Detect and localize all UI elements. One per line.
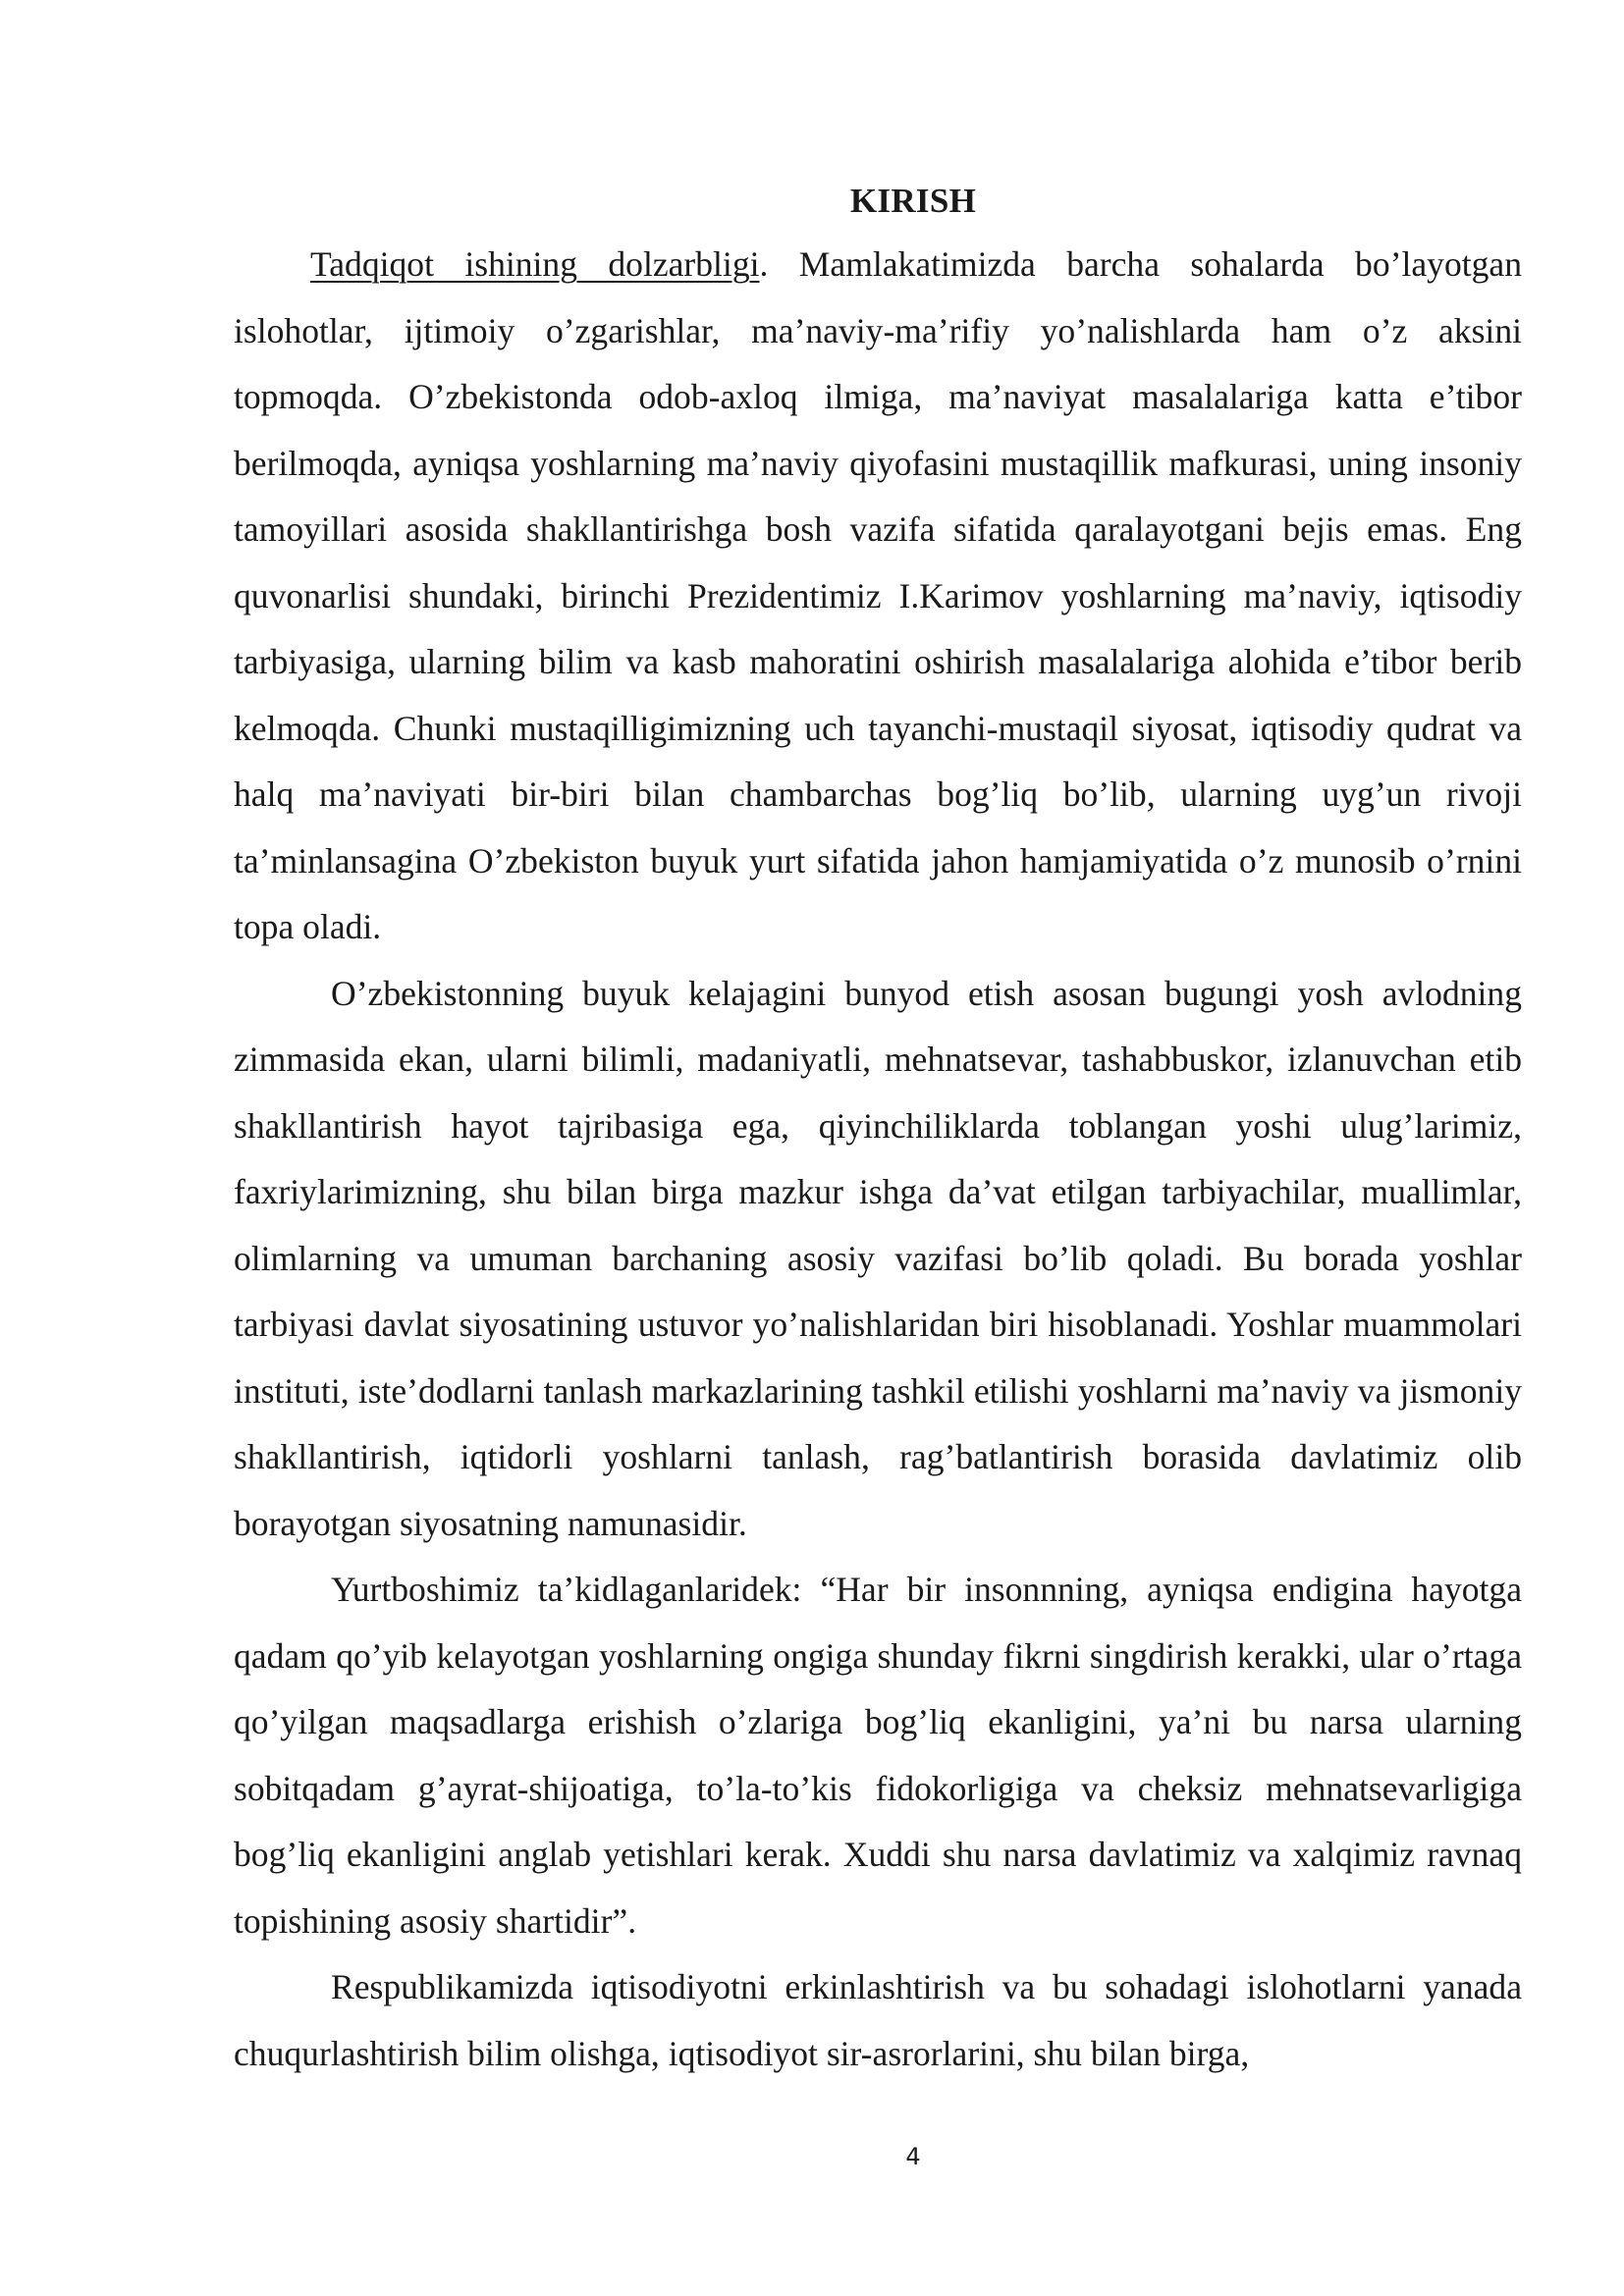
underlined-heading: Tadqiqot ishining dolzarbligi (310, 244, 760, 284)
paragraph-relevance (234, 232, 1522, 961)
paragraph-economy: Respublikamizda iqtisodiyotni erkinlashtirish va bu sohadagi islohotlarni yanada chuqurlashtirish bilim olishga, iqtisodiyot sir-asrorlarini, shu bilan birga, (234, 1967, 1522, 2073)
page-number: 4 (905, 2143, 921, 2170)
section-title: KIRISH (849, 182, 977, 221)
paragraph-future-generation: O’zbekistonning buyuk kelajagini bunyod etish asosan bugungi yosh avlodning zimmasida ekan, ularni bilimli, madaniyatli, mehnatsevar, tashabbuskor, izlanuvchan etib shakllantirish hayot tajribasiga ega, qiyinchiliklarda toblangan yoshi ulug’larimiz, faxriylarimizning, shu bilan birga mazkur ishga da’vat etilgan tarbiyachilar, muallimlar, olimlarning va umuman barchaning asosiy vazifasi bo’lib qoladi. Bu borada yoshlar tarbiyasi davlat siyosatining ustuvor yo’nalishlaridan biri hisoblanadi. Yoshlar muammolari instituti, iste’dodlarni tanlash markazlarining tashkil etilishi yoshlarni ma’naviy va jismoniy shakllantirish, iqtidorli yoshlarni tanlash, rag’batlantirish borasida davlatimiz olib borayotgan siyosatning namunasidir. (234, 973, 1522, 1543)
paragraph-quote: Yurtboshimiz ta’kidlaganlaridek: “Har bir insonnning, ayniqsa endigina hayotga qadam qo’yib kelayotgan yoshlarning ongiga shunday fikrni singdirish kerakki, ular o’rtaga qo’yilgan maqsadlarga erishish o’zlariga bog’liq ekanligini, ya’ni bu narsa ularning sobitqadam g’ayrat-shijoatiga, to’la-to’kis fidokorligiga va cheksiz mehnatsevarligiga bog’liq ekanligini anglab yetishlari kerak. Xuddi shu narsa davlatimiz va xalqimiz ravnaq topishining asosiy shartidir”. (234, 1570, 1522, 1941)
paragraph-text: . Mamlakatimizda barcha sohalarda bo’layotgan islohotlar, ijtimoiy o’zgarishlar, ma’naviy-ma’rifiy yo’nalishlarda ham o’z aksini topmoqda. O’zbekistonda odob-axloq ilmiga, ma’naviyat masalalariga katta e’tibor berilmoqda, ayniqsa yoshlarning ma’naviy qiyofasini mustaqillik mafkurasi, uning insoniy tamoyillari asosida shakllantirishga bosh vazifa sifatida qaralayotgani bejis emas. Eng quvonarlisi shundaki, birinchi Prezidentimiz I.Karimov yoshlarning ma’naviy, iqtisodiy tarbiyasiga, ularning bilim va kasb mahoratini oshirish masalalariga alohida e’tibor berib kelmoqda. Chunki mustaqilligimizning uch tayanchi-mustaqil siyosat, iqtisodiy qudrat va halq ma’naviyati bir-biri bilan chambarchas bog’liq bo’lib, ularning uyg’un rivoji ta’minlansagina O’zbekiston buyuk yurt sifatida jahon hamjamiyatida o’z munosib o’rnini topa oladi. (234, 244, 1522, 946)
body-text (234, 232, 1522, 2087)
